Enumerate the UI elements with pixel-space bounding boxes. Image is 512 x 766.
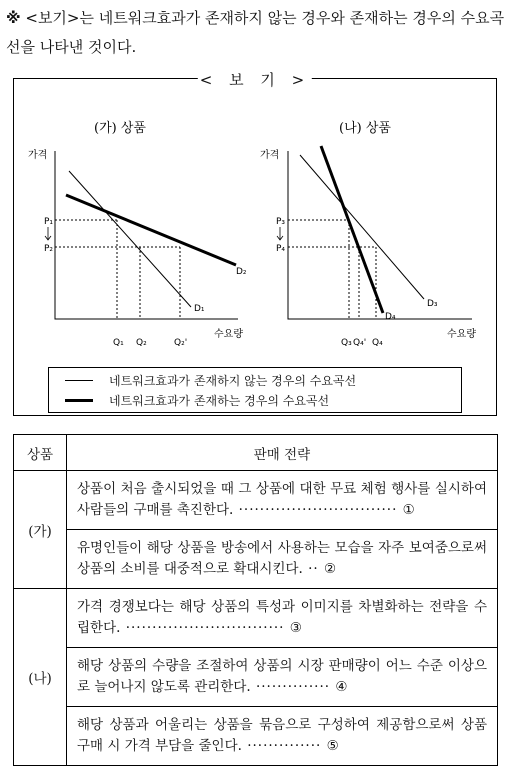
choice-marker: ③ [289,620,302,636]
header-product: 상품 [14,435,67,471]
leader-dots: ·············· [241,738,327,754]
strategy-text: 유명인들이 해당 상품을 방송에서 사용하는 모습을 자주 보여줌으로써 상품의 소비를 대중적으로 확대시킨다. [77,540,487,577]
table-row [14,471,498,530]
strategy-text: 가격 경쟁보다는 해당 상품의 특성과 이미지를 차별화하는 전략을 수립한다. [77,599,487,636]
chart-ga-price-label: P₂ [44,244,54,254]
table-row [14,648,498,707]
strategy-option-2 [67,530,498,589]
chart-ga-title: (가) 상품 [94,121,146,136]
legend-item-no-network [49,370,356,390]
chart-na-quantity-label: Q₃ [341,338,352,348]
legend-label: 네트워크효과가 존재하지 않는 경우의 수요곡선 [109,373,357,388]
leader-dots: ······························ [233,502,403,518]
example-box [13,71,497,416]
chart-na-xlabel: 수요량 [447,329,476,340]
choice-marker: ⑤ [326,738,339,754]
chart-na-quantity-label: Q₄' [353,338,367,348]
chart-na-series-label: D₃ [427,299,438,309]
chart-na-ylabel: 가격 [260,150,280,161]
chart-legend [48,367,462,413]
header-strategy: 판매 전략 [67,435,498,471]
chart-na-price-label: P₄ [276,244,286,254]
chart-na-series-label: D₄ [385,312,396,322]
chart-na-title: (나) 상품 [339,121,391,136]
strategy-option-5 [67,707,498,766]
chart-ga-axes [55,151,238,319]
chart-na-axes [288,151,472,319]
table-header-row [14,435,498,471]
table-row [14,707,498,766]
strategy-option-4 [67,648,498,707]
strategy-option-3 [67,589,498,648]
strategy-text: 해당 상품의 수량을 조절하여 상품의 시장 판매량이 어느 수준 이상으로 늘어나지 않도록 관리한다. [77,658,487,695]
choice-marker: ④ [335,679,348,695]
table-row [14,530,498,589]
chart-ga-series-label: D₂ [236,267,247,277]
choice-marker: ① [402,502,415,518]
reference-mark: ※ [6,9,21,27]
legend-thin-line [65,380,93,381]
intro-text: <보기>는 네트워크효과가 존재하지 않는 경우와 존재하는 경우의 수요곡선을 나타낸 것이다. [6,9,505,56]
choice-marker: ② [324,561,337,577]
chart-ga-xlabel: 수요량 [214,329,243,340]
strategy-table [13,434,498,766]
chart-ga-quantity-label: Q₁ [113,338,124,348]
chart-ga-down-arrow-icon [45,227,51,240]
strategy-text: 해당 상품과 어울리는 상품을 묶음으로 구성하여 제공함으로써 상품 구매 시 가격 부담을 줄인다. [77,717,487,754]
leader-dots: ······························ [120,620,290,636]
question-intro [6,4,506,62]
chart-ga-series-d2 [66,195,236,265]
chart-na-series-d4 [321,146,383,313]
chart-na-quantity-label: Q₄ [372,338,383,348]
legend-item-network [49,390,329,410]
product-cell-ga: (가) [14,471,67,589]
product-cell-na: (나) [14,589,67,766]
table-row [14,589,498,648]
demand-charts [14,79,496,369]
chart-ga-ylabel: 가격 [28,150,48,161]
chart-ga-price-label: P₁ [44,217,54,227]
legend-label: 네트워크효과가 존재하는 경우의 수요곡선 [109,393,330,408]
strategy-option-1 [67,471,498,530]
example-box-title: < 보 기 > [199,71,311,89]
legend-thick-line [65,399,93,402]
leader-dots: ·· [302,561,324,577]
chart-ga-series-label: D₁ [194,304,205,314]
chart-na-down-arrow-icon [277,227,283,240]
chart-na-series-d3 [300,155,424,299]
chart-na-price-label: P₃ [276,217,286,227]
leader-dots: ·············· [250,679,336,695]
chart-ga-quantity-label: Q₂ [136,338,147,348]
strategy-text: 상품이 처음 출시되었을 때 그 상품에 대한 무료 체험 행사를 실시하여 사람들의 구매를 촉진한다. [77,481,487,518]
chart-ga-quantity-label: Q₂' [174,338,188,348]
